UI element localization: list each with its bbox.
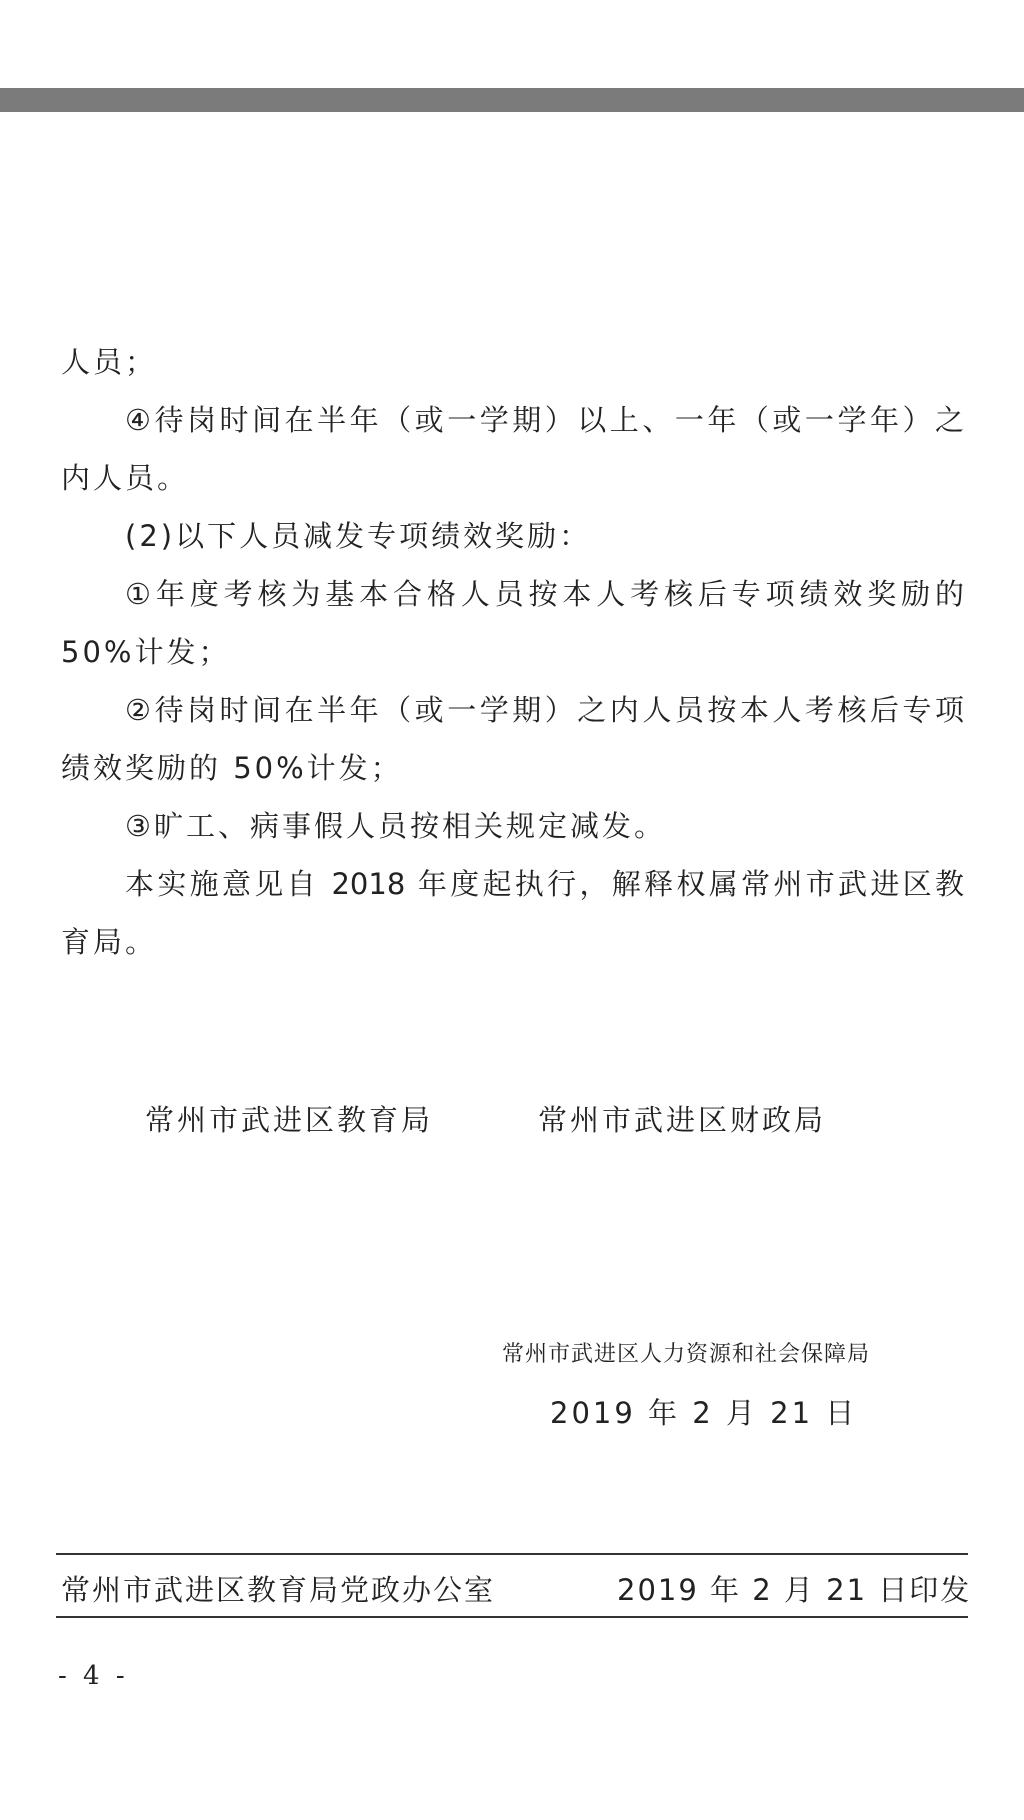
body-line-5: ①年度考核为基本合格人员按本人考核后专项绩效奖励的 (125, 577, 964, 611)
body-line-2: ④待岗时间在半年（或一学期）以上、一年（或一学年）之 (125, 403, 964, 437)
signature-date: 2019 年 2 月 21 日 (550, 1396, 858, 1430)
body-line-1: 人员； (61, 345, 158, 379)
header-bar (0, 88, 1024, 112)
footer-rule-bottom (56, 1616, 968, 1618)
body-line-11: 育局。 (61, 925, 158, 959)
footer-issuer: 常州市武进区教育局党政办公室 (61, 1573, 496, 1607)
footer-rule-top (56, 1553, 968, 1555)
footer-issue-date: 2019 年 2 月 21 日印发 (617, 1573, 972, 1607)
body-line-6: 50%计发； (61, 635, 231, 669)
body-line-4: (2)以下人员减发专项绩效奖励： (125, 519, 592, 553)
signature-education-bureau: 常州市武进区教育局 (145, 1103, 434, 1137)
page-number: - 4 - (58, 1661, 129, 1691)
signature-hr-bureau: 常州市武进区人力资源和社会保障局 (502, 1342, 871, 1367)
body-line-10: 本实施意见自 2018 年度起执行，解释权属常州市武进区教 (125, 867, 964, 901)
body-line-3: 内人员。 (61, 461, 190, 495)
body-line-8: 绩效奖励的 50%计发； (61, 751, 403, 785)
body-line-7: ②待岗时间在半年（或一学期）之内人员按本人考核后专项 (125, 693, 964, 727)
body-line-9: ③旷工、病事假人员按相关规定减发。 (125, 809, 666, 843)
signature-finance-bureau: 常州市武进区财政局 (538, 1103, 827, 1137)
